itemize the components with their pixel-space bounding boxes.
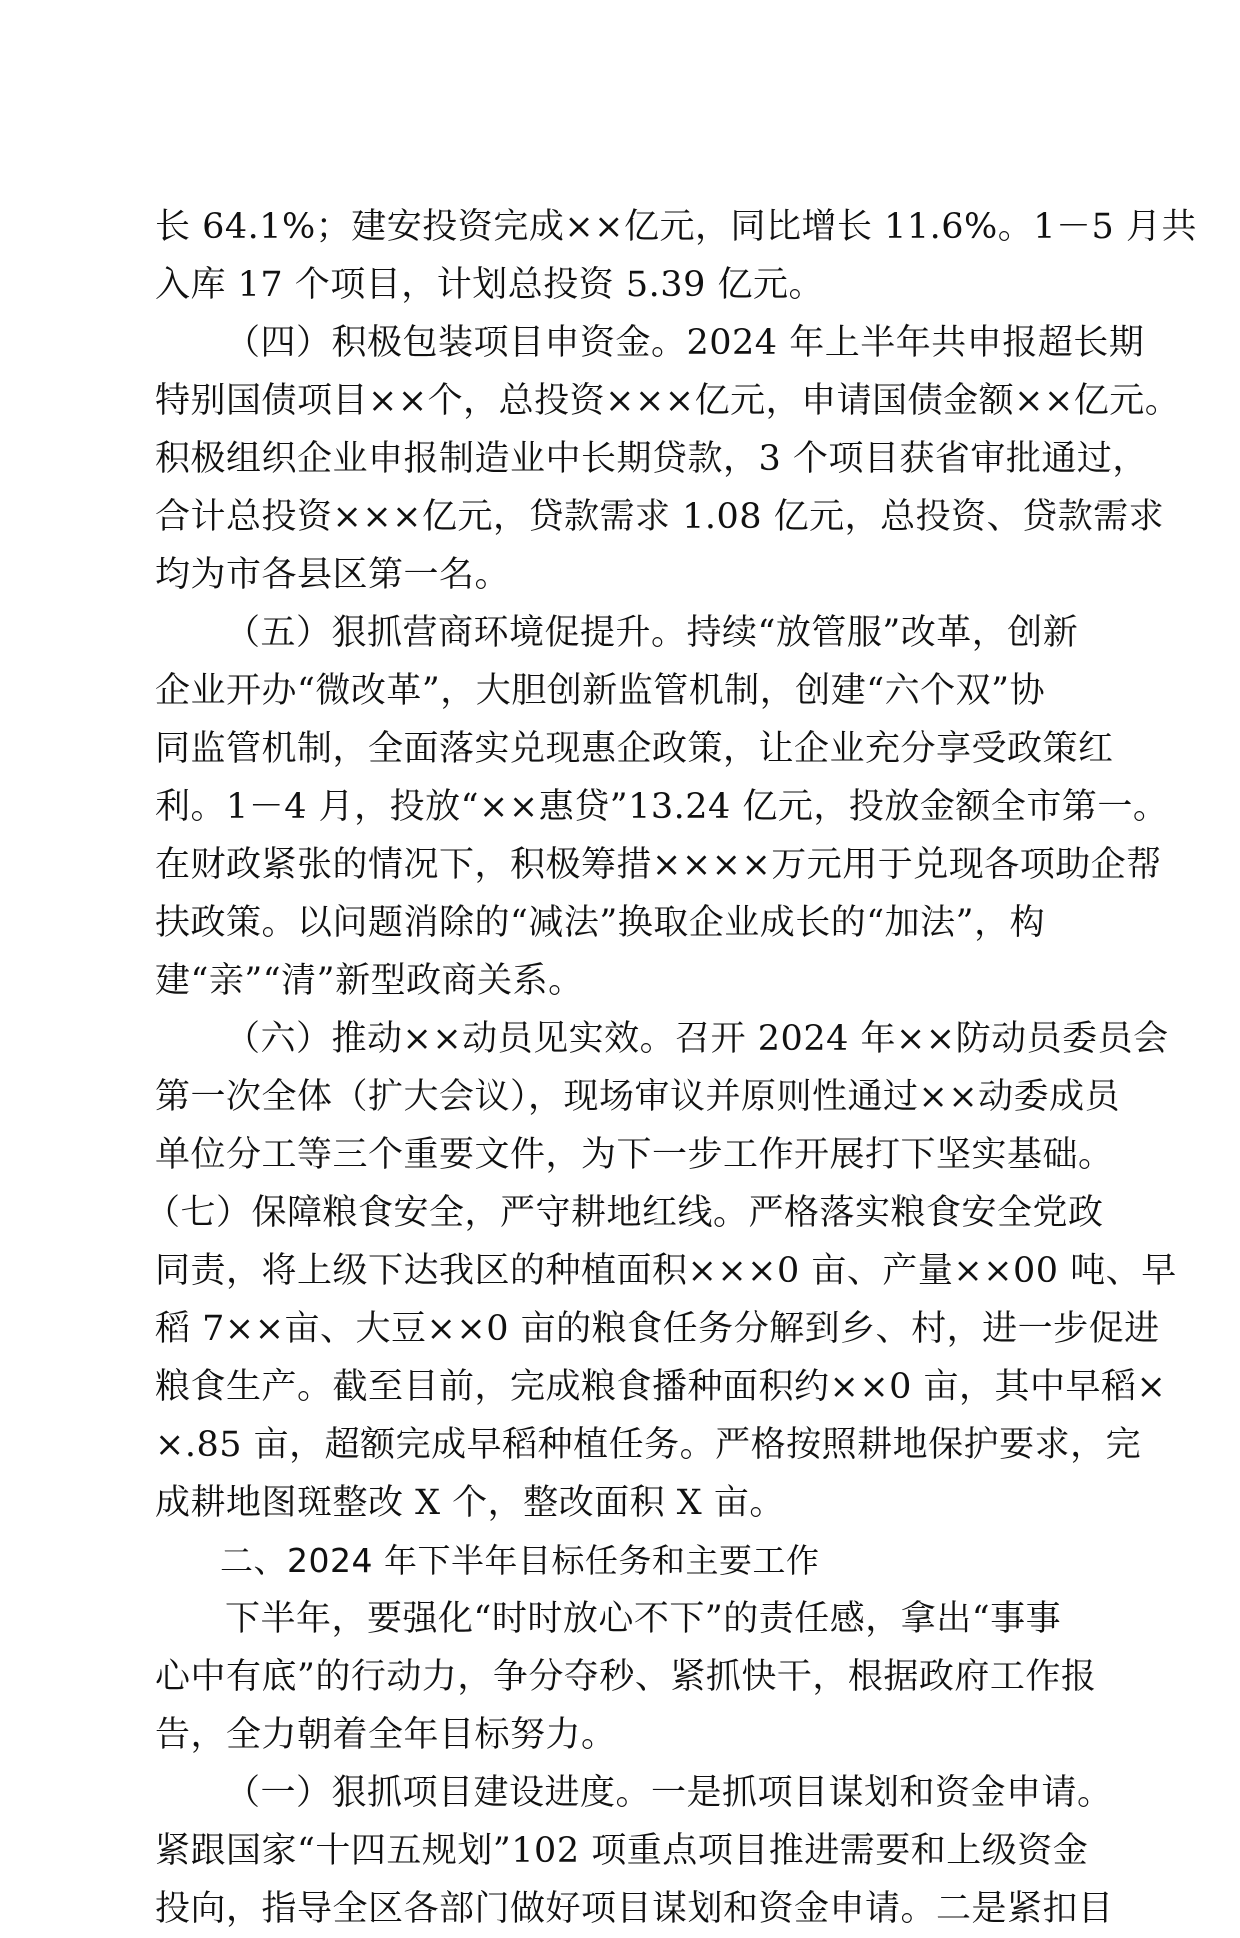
text-line: 积极组织企业申报制造业中长期贷款，3 个项目获省审批通过， <box>155 439 1148 479</box>
text-line: 利。1－4 月，投放“××惠贷”13.24 亿元，投放金额全市第一。 <box>155 787 1169 827</box>
section-heading-7: （七）保障粮食安全，严守耕地红线。严格落实粮食安全党政 <box>145 1193 1104 1233</box>
section-heading-1: （一）狠抓项目建设进度。一是抓项目谋划和资金申请。 <box>225 1773 1113 1813</box>
text-line: 单位分工等三个重要文件，为下一步工作开展打下坚实基础。 <box>155 1135 1114 1175</box>
text-line: 企业开办“微改革”，大胆创新监管机制，创建“六个双”协 <box>155 671 1046 711</box>
section-heading-6: （六）推动××动员见实效。召开 2024 年××防动员委员会 <box>225 1019 1169 1059</box>
text-line: 扶政策。以问题消除的“减法”换取企业成长的“加法”，构 <box>155 903 1046 943</box>
text-line: 稻 7××亩、大豆××0 亩的粮食任务分解到乡、村，进一步促进 <box>155 1309 1160 1349</box>
text-line: 在财政紧张的情况下，积极筹措××××万元用于兑现各项助企帮 <box>155 845 1162 885</box>
chapter-heading-2: 二、2024 年下半年目标任务和主要工作 <box>220 1541 820 1580</box>
text-line: 第一次全体（扩大会议），现场审议并原则性通过××动委成员 <box>155 1077 1121 1117</box>
text-line: 同责，将上级下达我区的种植面积×××0 亩、产量××00 吨、早 <box>155 1251 1177 1291</box>
text-line: 紧跟国家“十四五规划”102 项重点项目推进需要和上级资金 <box>155 1831 1089 1871</box>
section-heading-4: （四）积极包装项目申资金。2024 年上半年共申报超长期 <box>225 323 1145 363</box>
text-line: 成耕地图斑整改 X 个，整改面积 X 亩。 <box>155 1483 785 1523</box>
text-line: 心中有底”的行动力，争分夺秒、紧抓快干，根据政府工作报 <box>155 1657 1097 1697</box>
text-line: 均为市各县区第一名。 <box>155 555 511 595</box>
text-line: 投向，指导全区各部门做好项目谋划和资金申请。二是紧扣目 <box>155 1889 1114 1929</box>
text-line: 粮食生产。截至目前，完成粮食播种面积约××0 亩，其中早稻× <box>155 1367 1167 1407</box>
text-line: 下半年，要强化“时时放心不下”的责任感，拿出“事事 <box>225 1599 1062 1639</box>
text-line: 长 64.1%；建安投资完成××亿元，同比增长 11.6%。1－5 月共 <box>155 207 1197 247</box>
text-line: 合计总投资×××亿元，贷款需求 1.08 亿元，总投资、贷款需求 <box>155 497 1165 537</box>
text-line: 入库 17 个项目，计划总投资 5.39 亿元。 <box>155 265 824 305</box>
text-line: 同监管机制，全面落实兑现惠企政策，让企业充分享受政策红 <box>155 729 1114 769</box>
text-line: ×.85 亩，超额完成早稻种植任务。严格按照耕地保护要求，完 <box>155 1425 1142 1465</box>
text-line: 告，全力朝着全年目标努力。 <box>155 1715 617 1755</box>
text-line: 特别国债项目××个，总投资×××亿元，申请国债金额××亿元。 <box>155 381 1181 421</box>
text-line: 建“亲”“清”新型政商关系。 <box>155 961 584 1001</box>
section-heading-5: （五）狠抓营商环境促提升。持续“放管服”改革，创新 <box>225 613 1079 653</box>
